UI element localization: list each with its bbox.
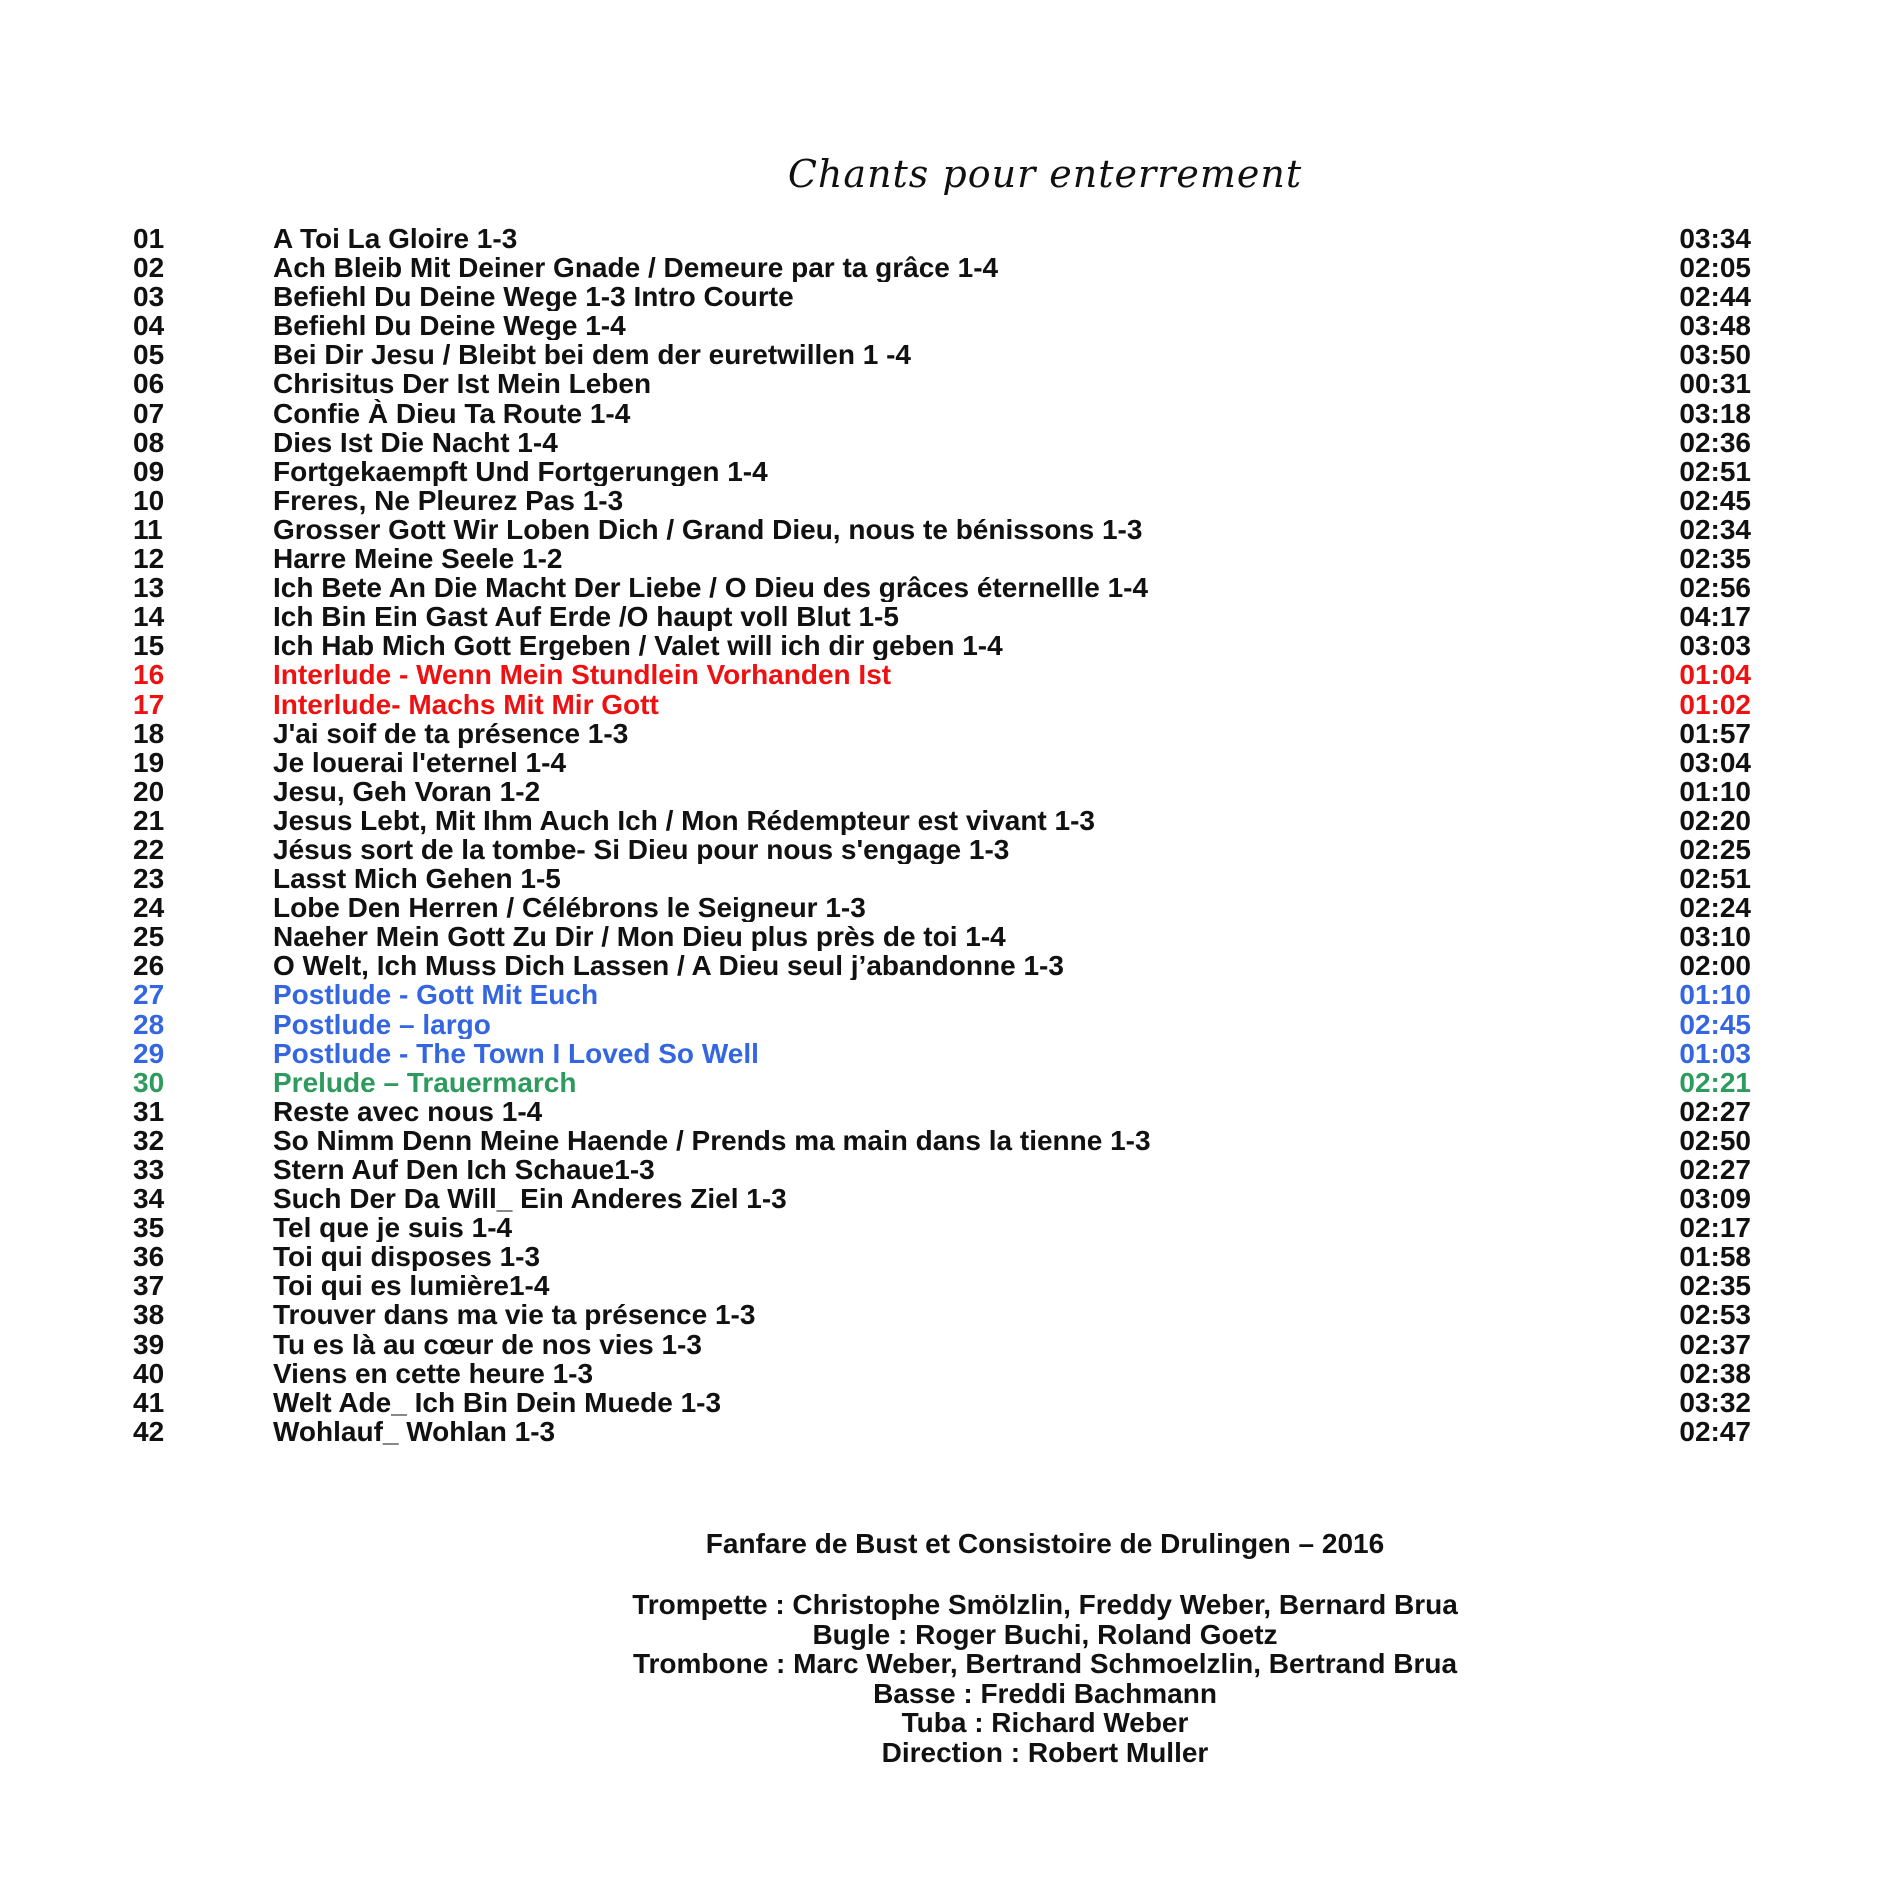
track-duration: 01:57 bbox=[1679, 717, 1751, 749]
track-row bbox=[133, 1330, 1751, 1359]
track-title: Befiehl Du Deine Wege 1-4 bbox=[273, 311, 626, 341]
track-number: 23 bbox=[133, 863, 165, 895]
track-number: 37 bbox=[133, 1270, 165, 1302]
track-title: Jésus sort de la tombe- Si Dieu pour nous s'engage 1-3 bbox=[273, 834, 1010, 865]
track-title: J'ai soif de ta présence 1-3 bbox=[273, 718, 629, 748]
track-row bbox=[133, 282, 1751, 311]
track-title: Viens en cette heure 1-3 bbox=[273, 1358, 594, 1388]
track-row bbox=[133, 428, 1751, 457]
track-number: 22 bbox=[133, 833, 165, 865]
track-number: 36 bbox=[133, 1241, 165, 1273]
credit-line: Basse : Freddi Bachmann bbox=[873, 1677, 1217, 1709]
track-title: Je louerai l'eternel 1-4 bbox=[273, 747, 567, 777]
track-number: 01 bbox=[133, 223, 165, 254]
track-row bbox=[133, 515, 1751, 544]
track-number: 24 bbox=[133, 892, 165, 924]
track-title: So Nimm Denn Meine Haende / Prends ma main dans la tienne 1-3 bbox=[273, 1125, 1151, 1155]
track-number: 38 bbox=[133, 1299, 165, 1331]
track-duration: 03:03 bbox=[1679, 630, 1751, 662]
track-duration: 02:35 bbox=[1679, 543, 1751, 575]
track-title: Naeher Mein Gott Zu Dir / Mon Dieu plus près de toi 1-4 bbox=[273, 922, 1006, 952]
track-row bbox=[133, 1039, 1751, 1068]
track-duration: 02:44 bbox=[1679, 281, 1751, 313]
track-row bbox=[133, 660, 1751, 689]
track-duration: 02:45 bbox=[1679, 484, 1751, 516]
track-title: Postlude - Gott Mit Euch bbox=[273, 980, 599, 1010]
track-title: Jesu, Geh Voran 1-2 bbox=[273, 776, 541, 806]
track-number: 03 bbox=[133, 281, 165, 313]
track-title: Dies Ist Die Nacht 1-4 bbox=[273, 427, 558, 457]
track-title: Bei Dir Jesu / Bleibt bei dem der euretwillen 1 -4 bbox=[273, 340, 911, 370]
track-row bbox=[133, 1388, 1751, 1417]
track-title: Stern Auf Den Ich Schaue1-3 bbox=[273, 1155, 655, 1185]
track-duration: 02:00 bbox=[1679, 950, 1751, 982]
track-row bbox=[133, 864, 1751, 893]
track-title: Chrisitus Der Ist Mein Leben bbox=[273, 369, 652, 399]
track-duration: 03:32 bbox=[1679, 1386, 1751, 1418]
track-duration: 02:27 bbox=[1679, 1154, 1751, 1185]
page-title: Chants pour enterrement bbox=[787, 152, 1303, 196]
track-title: Ich Bin Ein Gast Auf Erde /O haupt voll Blut 1-5 bbox=[273, 602, 899, 632]
track-duration: 03:18 bbox=[1679, 397, 1751, 429]
track-row bbox=[133, 1359, 1751, 1388]
track-duration: 03:50 bbox=[1679, 339, 1751, 371]
track-row bbox=[133, 399, 1751, 428]
track-duration: 02:51 bbox=[1679, 863, 1751, 895]
track-list bbox=[133, 224, 1751, 1446]
track-row bbox=[133, 311, 1751, 340]
track-duration: 02:24 bbox=[1679, 892, 1751, 924]
track-row bbox=[133, 922, 1751, 951]
track-row bbox=[133, 573, 1751, 602]
track-row bbox=[133, 1271, 1751, 1300]
track-title: Fortgekaempft Und Fortgerungen 1-4 bbox=[273, 456, 768, 486]
credits-heading: Fanfare de Bust et Consistoire de Drulingen – 2016 bbox=[705, 1528, 1385, 1559]
track-row bbox=[133, 893, 1751, 922]
track-number: 39 bbox=[133, 1328, 165, 1360]
track-title: Tu es là au cœur de nos vies 1-3 bbox=[273, 1329, 702, 1359]
musicians-list bbox=[200, 1590, 1890, 1767]
track-number: 29 bbox=[133, 1037, 165, 1069]
track-row bbox=[133, 340, 1751, 369]
track-duration: 02:17 bbox=[1679, 1212, 1751, 1244]
track-row bbox=[133, 690, 1751, 719]
track-number: 21 bbox=[133, 804, 165, 836]
track-number: 09 bbox=[133, 455, 165, 487]
track-number: 14 bbox=[133, 601, 165, 633]
track-duration: 02:53 bbox=[1679, 1299, 1751, 1331]
track-title: Lobe Den Herren / Célébrons le Seigneur 1-3 bbox=[273, 893, 866, 923]
track-row bbox=[133, 951, 1751, 980]
track-duration: 01:02 bbox=[1679, 688, 1751, 720]
track-number: 12 bbox=[133, 543, 165, 575]
track-duration: 01:04 bbox=[1679, 659, 1751, 691]
track-row bbox=[133, 719, 1751, 748]
track-number: 13 bbox=[133, 572, 165, 604]
track-title: Toi qui disposes 1-3 bbox=[273, 1242, 541, 1272]
track-row bbox=[133, 602, 1751, 631]
track-title: Befiehl Du Deine Wege 1-3 Intro Courte bbox=[273, 282, 794, 312]
track-number: 27 bbox=[133, 979, 165, 1011]
track-title: Welt Ade_ Ich Bin Dein Muede 1-3 bbox=[273, 1387, 722, 1417]
track-number: 17 bbox=[133, 688, 165, 720]
track-title: Toi qui es lumière1-4 bbox=[273, 1271, 550, 1301]
track-duration: 02:25 bbox=[1679, 833, 1751, 865]
track-title: Wohlauf_ Wohlan 1-3 bbox=[273, 1416, 556, 1446]
track-row bbox=[133, 980, 1751, 1009]
track-title: Interlude- Machs Mit Mir Gott bbox=[273, 689, 659, 719]
track-title: Trouver dans ma vie ta présence 1-3 bbox=[273, 1300, 756, 1330]
track-row bbox=[133, 1300, 1751, 1329]
track-row bbox=[133, 1010, 1751, 1039]
track-row bbox=[133, 1242, 1751, 1271]
track-title: Ich Hab Mich Gott Ergeben / Valet will ich dir geben 1-4 bbox=[273, 631, 1003, 661]
track-duration: 02:45 bbox=[1679, 1008, 1751, 1040]
track-number: 15 bbox=[133, 630, 165, 662]
track-duration: 01:10 bbox=[1679, 775, 1751, 807]
track-row bbox=[133, 1213, 1751, 1242]
track-duration: 03:48 bbox=[1679, 310, 1751, 342]
track-duration: 01:03 bbox=[1679, 1037, 1751, 1069]
track-duration: 02:56 bbox=[1679, 572, 1751, 604]
track-title: Such Der Da Will_ Ein Anderes Ziel 1-3 bbox=[273, 1184, 787, 1214]
track-number: 19 bbox=[133, 746, 165, 778]
track-duration: 02:20 bbox=[1679, 804, 1751, 836]
track-duration: 02:51 bbox=[1679, 455, 1751, 487]
track-row bbox=[133, 806, 1751, 835]
track-number: 42 bbox=[133, 1415, 165, 1447]
track-title: Postlude - The Town I Loved So Well bbox=[273, 1038, 759, 1068]
track-row bbox=[133, 1417, 1751, 1446]
track-number: 31 bbox=[133, 1095, 165, 1127]
track-title: Freres, Ne Pleurez Pas 1-3 bbox=[273, 485, 624, 515]
track-duration: 01:10 bbox=[1679, 979, 1751, 1011]
track-number: 20 bbox=[133, 775, 165, 807]
track-duration: 02:36 bbox=[1679, 426, 1751, 458]
track-number: 02 bbox=[133, 252, 165, 284]
track-row bbox=[133, 544, 1751, 573]
track-row bbox=[133, 835, 1751, 864]
track-row bbox=[133, 1097, 1751, 1126]
track-number: 07 bbox=[133, 397, 165, 429]
track-duration: 02:37 bbox=[1679, 1328, 1751, 1360]
track-duration: 03:34 bbox=[1679, 223, 1751, 254]
credit-line: Direction : Robert Muller bbox=[881, 1736, 1209, 1768]
track-title: Ich Bete An Die Macht Der Liebe / O Dieu des grâces éternellle 1-4 bbox=[273, 573, 1149, 603]
track-row bbox=[133, 777, 1751, 806]
track-number: 11 bbox=[133, 513, 163, 545]
track-row bbox=[133, 748, 1751, 777]
track-duration: 02:47 bbox=[1679, 1415, 1751, 1447]
track-number: 06 bbox=[133, 368, 165, 400]
track-number: 18 bbox=[133, 717, 165, 749]
track-row bbox=[133, 457, 1751, 486]
track-row bbox=[133, 253, 1751, 282]
track-title: Interlude - Wenn Mein Stundlein Vorhanden Ist bbox=[273, 660, 892, 690]
track-duration: 04:17 bbox=[1679, 601, 1751, 633]
track-title: O Welt, Ich Muss Dich Lassen / A Dieu seul j’abandonne 1-3 bbox=[273, 951, 1064, 981]
credit-line: Trompette : Christophe Smölzlin, Freddy Weber, Bernard Brua bbox=[632, 1589, 1458, 1620]
track-row bbox=[133, 369, 1751, 398]
track-duration: 03:09 bbox=[1679, 1183, 1751, 1215]
track-number: 28 bbox=[133, 1008, 165, 1040]
track-number: 33 bbox=[133, 1154, 165, 1185]
track-number: 25 bbox=[133, 921, 165, 953]
track-duration: 03:04 bbox=[1679, 746, 1751, 778]
track-duration: 02:50 bbox=[1679, 1124, 1751, 1156]
track-duration: 02:21 bbox=[1679, 1066, 1751, 1098]
track-row bbox=[133, 1068, 1751, 1097]
track-duration: 02:34 bbox=[1679, 513, 1751, 545]
credit-line: Bugle : Roger Buchi, Roland Goetz bbox=[812, 1618, 1278, 1650]
track-duration: 01:58 bbox=[1679, 1241, 1751, 1273]
track-title: A Toi La Gloire 1-3 bbox=[273, 224, 518, 254]
track-duration: 03:10 bbox=[1679, 921, 1751, 953]
track-row bbox=[133, 1184, 1751, 1213]
credits bbox=[0, 1528, 1890, 1767]
track-number: 32 bbox=[133, 1124, 165, 1156]
track-number: 05 bbox=[133, 339, 165, 371]
track-duration: 02:35 bbox=[1679, 1270, 1751, 1302]
track-number: 34 bbox=[133, 1183, 165, 1215]
track-number: 08 bbox=[133, 426, 165, 458]
track-number: 40 bbox=[133, 1357, 165, 1389]
track-row bbox=[133, 1126, 1751, 1155]
track-title: Confie À Dieu Ta Route 1-4 bbox=[273, 398, 631, 428]
track-number: 04 bbox=[133, 310, 165, 342]
track-row bbox=[133, 1155, 1751, 1184]
track-title: Lasst Mich Gehen 1-5 bbox=[273, 864, 561, 894]
track-title: Reste avec nous 1-4 bbox=[273, 1096, 543, 1126]
track-duration: 00:31 bbox=[1679, 368, 1751, 400]
track-duration: 02:27 bbox=[1679, 1095, 1751, 1127]
track-duration: 02:38 bbox=[1679, 1357, 1751, 1389]
track-duration: 02:05 bbox=[1679, 252, 1751, 284]
track-number: 26 bbox=[133, 950, 165, 982]
credit-line: Trombone : Marc Weber, Bertrand Schmoelzlin, Bertrand Brua bbox=[632, 1648, 1458, 1679]
track-number: 16 bbox=[133, 659, 165, 691]
track-title: Jesus Lebt, Mit Ihm Auch Ich / Mon Rédempteur est vivant 1-3 bbox=[273, 805, 1096, 835]
track-title: Postlude – largo bbox=[273, 1009, 491, 1039]
track-title: Harre Meine Seele 1-2 bbox=[273, 544, 563, 574]
track-title: Ach Bleib Mit Deiner Gnade / Demeure par ta grâce 1-4 bbox=[273, 253, 999, 283]
track-row bbox=[133, 486, 1751, 515]
track-number: 41 bbox=[133, 1386, 165, 1418]
track-number: 35 bbox=[133, 1212, 165, 1244]
track-row bbox=[133, 224, 1751, 253]
credit-line: Tuba : Richard Weber bbox=[901, 1707, 1189, 1738]
track-title: Grosser Gott Wir Loben Dich / Grand Dieu, nous te bénissons 1-3 bbox=[273, 514, 1143, 545]
track-title: Prelude – Trauermarch bbox=[273, 1067, 577, 1097]
track-title: Tel que je suis 1-4 bbox=[273, 1213, 513, 1243]
track-number: 30 bbox=[133, 1066, 165, 1098]
track-row bbox=[133, 631, 1751, 660]
track-number: 10 bbox=[133, 484, 165, 516]
